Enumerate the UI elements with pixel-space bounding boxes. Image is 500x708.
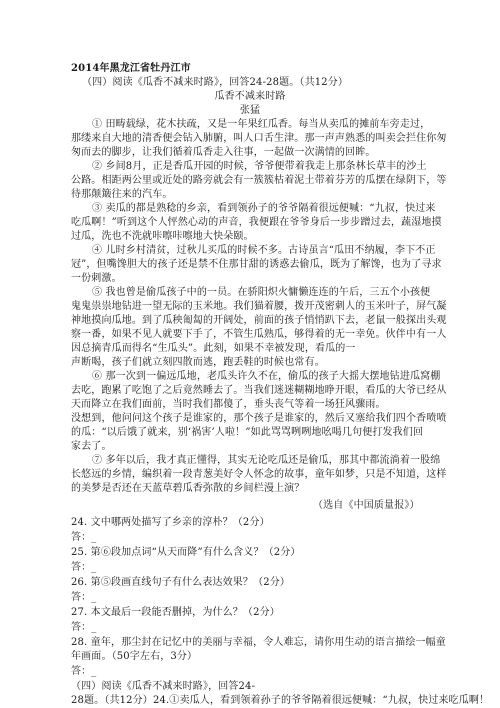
paragraph-line: 匆而去的脚步，让我们循着瓜香走入往事，一起做一次满情的回眸。: [71, 147, 376, 158]
paragraph-line: 察一番，如果不见人就要下手了，不管生瓜熟瓜，够得着的无一幸免。伙伴中有一人: [71, 329, 447, 340]
paragraph-line: 去吃，跑累了吃饱了之后竟然睡去了。当我们迷迷糊糊地睁开眼，看瓜的大爷已经从: [71, 385, 447, 396]
document-header: 2014年黑龙江省牡丹江市: [71, 63, 191, 74]
paragraph-line: 神地摸向瓜地。到了瓜秧匍匐的开阔处，前面的孩子悄悄趴下去，老鼠一般探出头观: [71, 315, 447, 326]
paragraph-line: 待那颠簸往来的汽车。: [71, 189, 173, 200]
article-author: 张猛: [239, 105, 261, 116]
paragraph-line: ⑤ 我也曾是偷瓜孩子中的一员。在骄阳炽火慵懒连连的午后，三五个小孩便: [92, 287, 431, 298]
paragraph-line: 的美梦是否还在天蓝草碧瓜香弥散的乡间栏漫上演？: [71, 483, 305, 494]
paragraph-line: 没想到，他问问这个孩子是谁家的，那个孩子是谁家的，然后又塞给我们四个香喷喷: [71, 413, 447, 424]
paragraph-line: ① 田畴载绿，花木扶疏，又是一年果红瓜香。每当从卖瓜的摊前车旁走过，: [92, 119, 431, 130]
answer-line: 答：_: [71, 666, 97, 677]
paragraph-line: ④ 儿时乡村清贫，过秋儿买瓜的时候不多。古诗虽言“瓜田不纳履，李下不正: [92, 245, 436, 256]
question-25: 25. 第⑥段加点词“从天而降”有什么含义？（2分）: [71, 547, 301, 558]
paragraph-line: 冠”，但嘴馋胆大的孩子还是禁不住那甘甜的诱惑去偷瓜，既为了解馋，也为了寻求: [71, 259, 442, 270]
paragraph-line: ⑦ 多年以后，我才真正懂得，其实无论吃瓜还是偷瓜，那其中都流淌着一股绵: [92, 455, 441, 466]
article-title: 瓜香不减来时路: [214, 91, 286, 102]
answer-line: 答：_: [71, 592, 97, 603]
source-citation: （选自《中国质量报》）: [313, 500, 420, 511]
question-27: 27. 本文最后一段能否删掉，为什么？（2分）: [71, 607, 280, 618]
question-28-continued: 年画面。（50字左右，3分）: [71, 651, 198, 662]
paragraph-line: 天而降立在我们面前，当时我们都傻了，垂头丧气等着一场狂风骤雨。: [71, 399, 386, 410]
paragraph-line: 的瓜：“以后饿了就来，别‘祸害’人啦！”如此骂骂咧咧地吆喝几句便打发我们回: [71, 427, 424, 438]
paragraph-line: 家去了。: [71, 441, 112, 452]
paragraph-line: 长悠远的乡情，编织着一段青葱美好令人怀念的故事，童年如梦，只是不知道，这样: [71, 469, 447, 480]
answer-line: 答：_: [71, 622, 97, 633]
paragraph-line: 吃瓜啊！”听到这个人怦然心动的声音，我便跟在爷爷身后一步步蹭过去，蔬湿地摸: [71, 217, 442, 228]
paragraph-line: ② 乡间8月，正是香瓜开园的时候，爷爷便带着我走上那条林长草丰的沙土: [92, 161, 427, 172]
answer-line: 答：_: [71, 562, 97, 573]
paragraph-line: 因总摘青瓜而得名“生瓜头”。此刻，如果不幸被发现，看瓜的一: [71, 343, 356, 354]
question-26: 26. 第⑤段画直线句子有什么表达效果？（2分）: [71, 577, 291, 588]
answer-line: 答：_: [71, 532, 97, 543]
paragraph-line: 鬼鬼祟祟地钻进一望无际的玉米地。我们猫着腰，拨开茂密刺人的玉米叶子，屏气凝: [71, 301, 447, 312]
answer-24-start: 28题。（共12分）24.①卖瓜人，看到领着孙子的爷爷隔着很远便喊：“九叔，快过来吃瓜啊！: [71, 695, 490, 706]
paragraph-line: ⑥ 那一次到一偏远瓜地，老瓜头许久不在，偷瓜的孩子大摇大摆地钻进瓜窝棚: [92, 371, 441, 382]
paragraph-line: 一份刺激。: [71, 273, 122, 284]
question-28: 28. 童年，那尘封在记忆中的美丽与幸福，令人难忘，请你用生动的语言描绘一幅童: [71, 637, 446, 648]
paragraph-line: 那缕来自大地的清香便会钻入肺腑，叫人口舌生津。那一声声熟悉的叫卖会拦住你匆: [71, 133, 447, 144]
question-24: 24. 文中哪两处描写了乡亲的淳朴？（2分）: [71, 517, 270, 528]
paragraph-line: 声断喝，孩子们就立刻四散而逃，跑丢鞋的时候也常有。: [71, 357, 325, 368]
paragraph-line: 过瓜，洗也不洗就咔嚓咔嚓地大快朵颐。: [71, 231, 254, 242]
paragraph-line: 公路。相距两公里或近处的路旁就会有一簇簇枯着泥土带着芬芳的瓜摆在绿阴下，等: [71, 175, 447, 186]
repeated-section-intro: （四）阅读《瓜香不减来时路》，回答24-: [71, 681, 256, 692]
paragraph-line: ③ 卖瓜的都是熟稔的乡亲，看到领孙子的爷爷隔着很远便喊：“九叔，快过来: [92, 203, 436, 214]
section-intro: （四）阅读《瓜香不减来时路》，回答24-28题。（共12分）: [82, 77, 349, 88]
